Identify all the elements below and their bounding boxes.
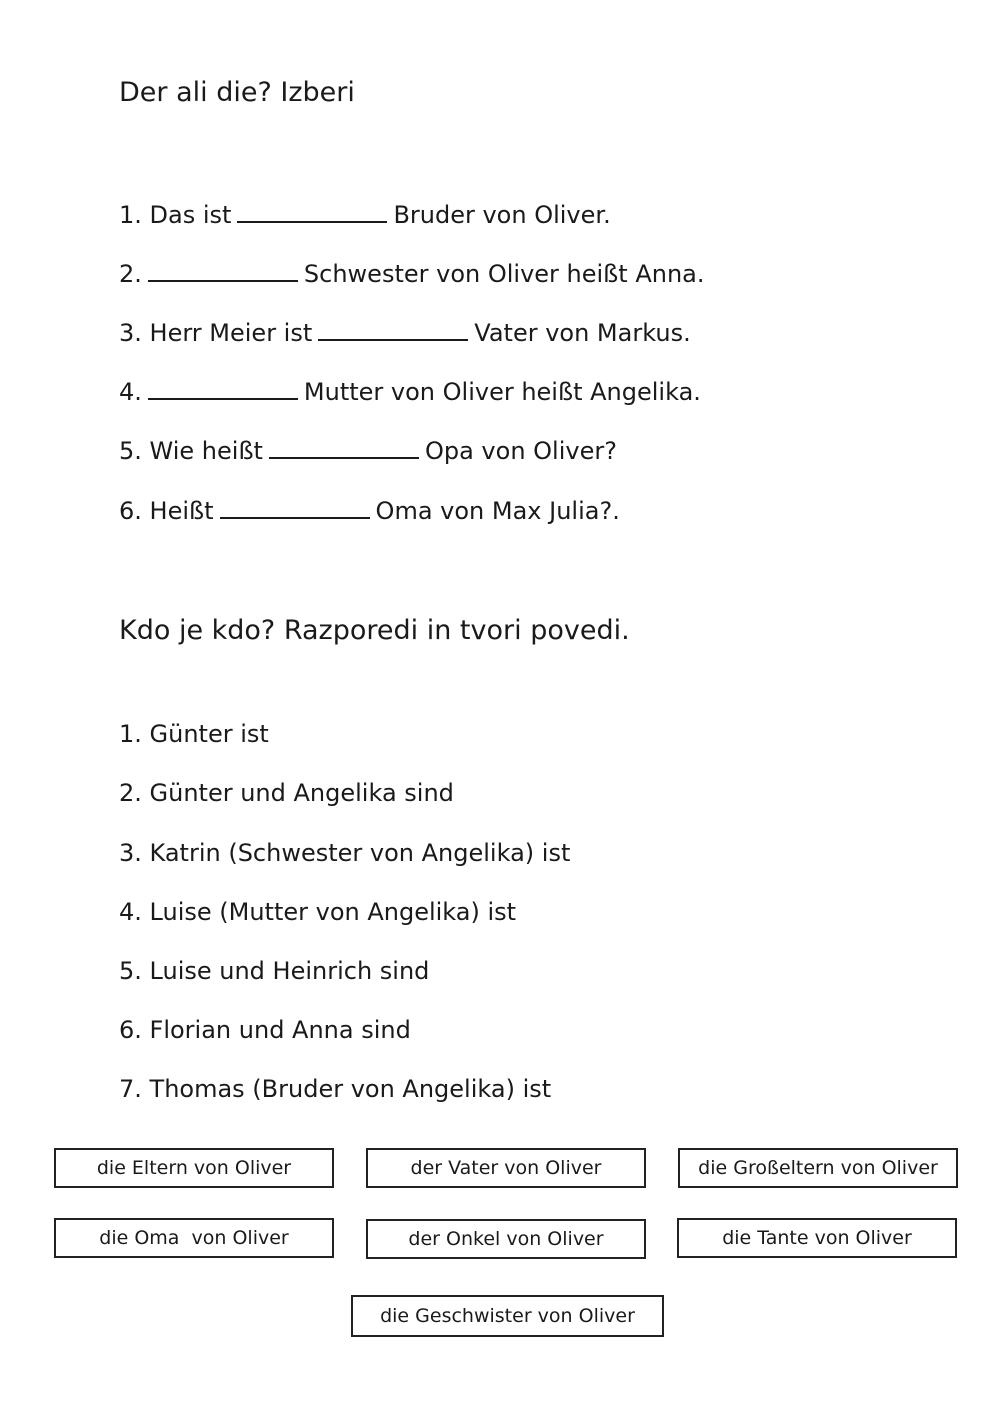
answer-blank[interactable] (237, 199, 387, 223)
item-text-before: 1. Das ist (119, 201, 232, 229)
item-text-before: 4. (119, 378, 142, 406)
exercise2-item-6: 6. Florian und Anna sind (119, 1016, 411, 1044)
answer-chip-onkel[interactable]: der Onkel von Oliver (366, 1219, 646, 1259)
exercise1-item-2 (119, 258, 705, 289)
answer-blank[interactable] (148, 258, 298, 282)
item-text-after: Schwester von Oliver heißt Anna. (303, 260, 705, 288)
exercise2-item-5: 5. Luise und Heinrich sind (119, 957, 430, 985)
exercise2-item-4: 4. Luise (Mutter von Angelika) ist (119, 898, 517, 926)
exercise2-item-1: 1. Günter ist (119, 720, 269, 748)
exercise1-item-1 (119, 199, 611, 230)
exercise1-item-4 (119, 376, 701, 407)
answer-chip-oma[interactable]: die Oma von Oliver (54, 1218, 334, 1258)
item-text-before: 6. Heißt (119, 497, 214, 525)
answer-blank[interactable] (269, 435, 419, 459)
exercise2-item-2: 2. Günter und Angelika sind (119, 779, 454, 807)
answer-chip-geschwister[interactable]: die Geschwister von Oliver (351, 1295, 664, 1337)
exercise1-item-5 (119, 435, 617, 466)
section1-title: Der ali die? Izberi (119, 77, 355, 108)
item-text-after: Opa von Oliver? (424, 437, 617, 465)
item-text-before: 3. Herr Meier ist (119, 319, 313, 347)
answer-blank[interactable] (220, 495, 370, 519)
item-text-after: Mutter von Oliver heißt Angelika. (303, 378, 701, 406)
answer-chip-vater[interactable]: der Vater von Oliver (366, 1148, 646, 1188)
item-text-before: 2. (119, 260, 142, 288)
exercise1-item-3 (119, 317, 691, 348)
answer-chip-tante[interactable]: die Tante von Oliver (677, 1218, 957, 1258)
exercise1-item-6 (119, 495, 620, 526)
section2-title: Kdo je kdo? Razporedi in tvori povedi. (119, 615, 630, 646)
answer-chip-eltern[interactable]: die Eltern von Oliver (54, 1148, 334, 1188)
answer-blank[interactable] (148, 376, 298, 400)
item-text-after: Oma von Max Julia?. (375, 497, 620, 525)
item-text-after: Bruder von Oliver. (393, 201, 611, 229)
answer-blank[interactable] (318, 317, 468, 341)
item-text-before: 5. Wie heißt (119, 437, 263, 465)
exercise2-item-7: 7. Thomas (Bruder von Angelika) ist (119, 1075, 552, 1103)
answer-chip-grosseltern[interactable]: die Großeltern von Oliver (678, 1148, 958, 1188)
item-text-after: Vater von Markus. (474, 319, 691, 347)
exercise2-item-3: 3. Katrin (Schwester von Angelika) ist (119, 839, 571, 867)
